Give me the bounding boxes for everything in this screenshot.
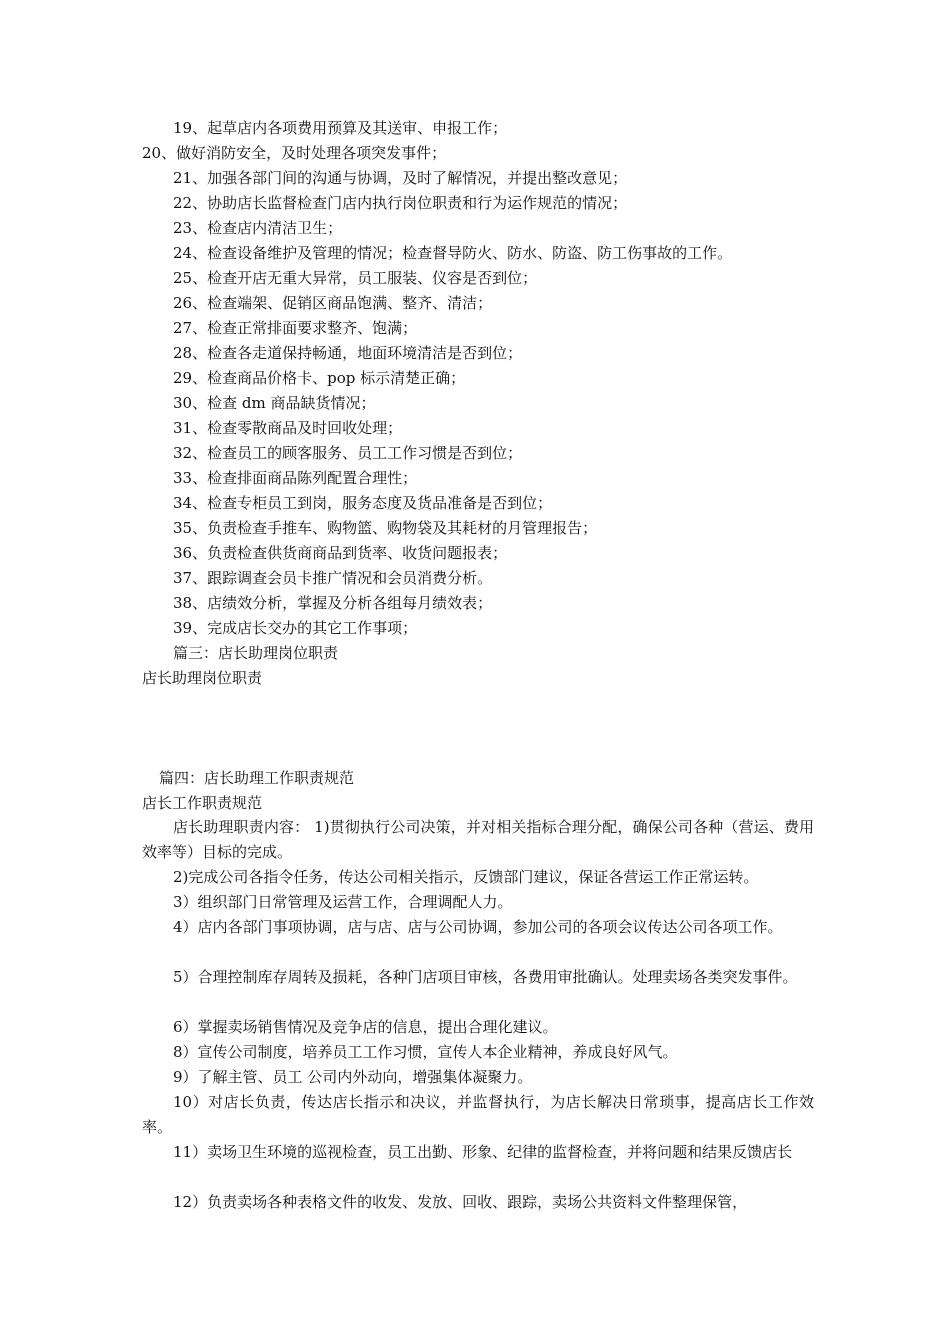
- section-heading: 篇三：店长助理岗位职责: [173, 644, 339, 662]
- list-item: 37、跟踪调查会员卡推广情况和会员消费分析。: [173, 569, 493, 587]
- list-item: 25、检查开店无重大异常，员工服装、仪容是否到位；: [173, 269, 538, 287]
- paragraph: 2)完成公司各指令任务，传达公司相关指示，反馈部门建议，保证各营运工作正常运转。: [173, 868, 759, 886]
- list-item: 34、检查专柜员工到岗，服务态度及货品准备是否到位；: [173, 494, 553, 512]
- paragraph: 11）卖场卫生环境的巡视检查，员工出勤、形象、纪律的监督检查，并将问题和结果反馈店长: [173, 1143, 793, 1161]
- list-item: 22、协助店长监督检查门店内执行岗位职责和行为运作规范的情况；: [173, 194, 628, 212]
- section-heading: 篇四：店长助理工作职责规范: [159, 769, 355, 787]
- list-item: 33、检查排面商品陈列配置合理性；: [173, 469, 418, 487]
- paragraph: 店长助理职责内容： 1)贯彻执行公司决策，并对相关指标合理分配，确保公司各种（营运、费用效率等）目标的完成。: [142, 818, 814, 861]
- section-title: 店长工作职责规范: [142, 794, 263, 812]
- paragraph: 3）组织部门日常管理及运营工作，合理调配人力。: [173, 893, 513, 911]
- list-item: 19、起草店内各项费用预算及其送审、申报工作；: [173, 119, 508, 137]
- paragraph: 4）店内各部门事项协调，店与店、店与公司协调，参加公司的各项会议传达公司各项工作。: [173, 918, 783, 936]
- list-item: 30、检查 dm 商品缺货情况；: [173, 394, 376, 412]
- paragraph: 12）负责卖场各种表格文件的收发、发放、回收、跟踪，卖场公共资料文件整理保管，: [173, 1193, 748, 1211]
- list-item: 24、检查设备维护及管理的情况；检查督导防火、防水、防盗、防工伤事故的工作。: [173, 244, 733, 262]
- list-item: 32、检查员工的顾客服务、员工工作习惯是否到位；: [173, 444, 523, 462]
- list-item: 20、做好消防安全，及时处理各项突发事件；: [142, 144, 447, 162]
- paragraph: 9）了解主管、员工 公司内外动向，增强集体凝聚力。: [173, 1068, 533, 1086]
- list-item: 28、检查各走道保持畅通，地面环境清洁是否到位；: [173, 344, 523, 362]
- list-item: 23、检查店内清洁卫生；: [173, 219, 343, 237]
- paragraph: 6）掌握卖场销售情况及竞争店的信息，提出合理化建议。: [173, 1018, 558, 1036]
- list-item: 36、负责检查供货商商品到货率、收货问题报表；: [173, 544, 508, 562]
- list-item: 31、检查零散商品及时回收处理；: [173, 419, 403, 437]
- section-title: 店长助理岗位职责: [142, 669, 263, 687]
- list-item: 21、加强各部门间的沟通与协调，及时了解情况，并提出整改意见；: [173, 169, 628, 187]
- list-item: 38、店绩效分析，掌握及分析各组每月绩效表；: [173, 594, 493, 612]
- paragraph: 5）合理控制库存周转及损耗，各种门店项目审核，各费用审批确认。处理卖场各类突发事件。: [173, 968, 798, 986]
- paragraph: 10）对店长负责，传达店长指示和决议，并监督执行，为店长解决日常琐事，提高店长工作效率。: [142, 1093, 814, 1136]
- list-item: 39、完成店长交办的其它工作事项；: [173, 619, 418, 637]
- list-item: 26、检查端架、促销区商品饱满、整齐、清洁；: [173, 294, 493, 312]
- list-item: 27、检查正常排面要求整齐、饱满；: [173, 319, 418, 337]
- list-item: 35、负责检查手推车、购物篮、购物袋及其耗材的月管理报告；: [173, 519, 598, 537]
- list-item: 29、检查商品价格卡、pop 标示清楚正确；: [173, 369, 466, 387]
- paragraph: 8）宣传公司制度，培养员工工作习惯，宣传人本企业精神，养成良好风气。: [173, 1043, 678, 1061]
